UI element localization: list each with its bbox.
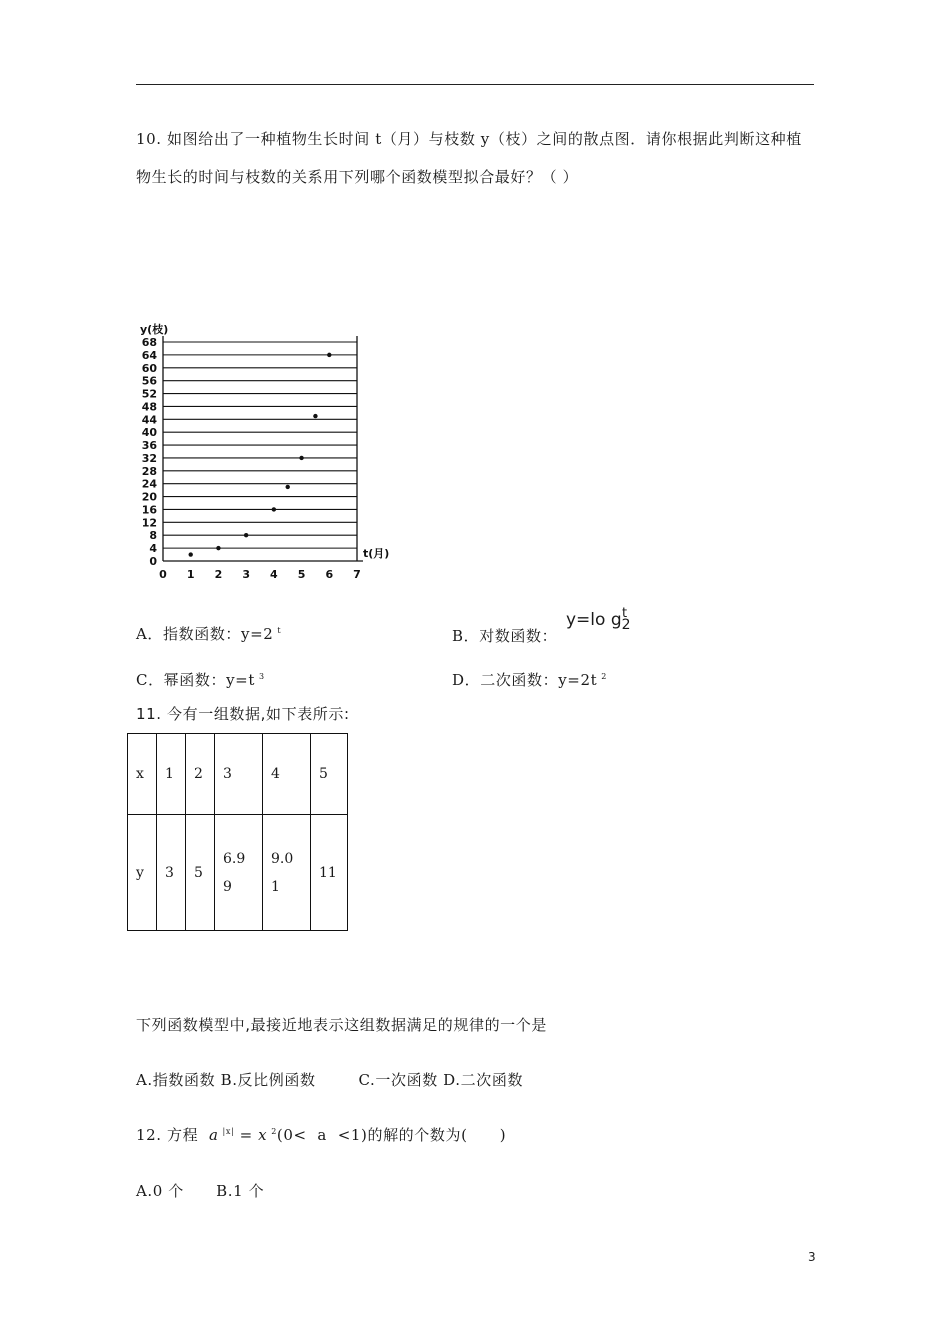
x-tick-label: 2: [214, 568, 223, 581]
header-rule: [136, 84, 814, 85]
y-tick-label: 28: [141, 464, 157, 478]
q10-option-d-exp: 2: [601, 672, 607, 681]
q10-text-line2: 物生长的时间与枝数的关系用下列哪个函数模型拟合最好？（ ）: [136, 168, 579, 186]
y-tick-label: 32: [141, 451, 157, 465]
x-tick-label: 0: [159, 568, 167, 581]
x-tick-label: 4: [270, 568, 278, 581]
table-cell: x: [128, 734, 157, 815]
table-cell: 2: [186, 734, 215, 815]
y-tick-label: 36: [141, 439, 157, 453]
x-tick-label: 6: [325, 568, 334, 581]
q10-option-c-text: C．幂函数：y=t: [136, 671, 255, 689]
table-cell: 1: [157, 734, 186, 815]
data-point: [216, 546, 220, 550]
cell-line: 9.0: [271, 850, 294, 867]
data-point: [244, 533, 248, 537]
data-point: [286, 485, 290, 489]
q10-option-b: B．对数函数：: [452, 627, 558, 645]
page-number: 3: [808, 1250, 816, 1264]
table-cell: [215, 815, 263, 931]
data-point: [272, 507, 276, 511]
x-axis-label: t(月): [363, 547, 390, 560]
y-tick-label: 64: [141, 348, 157, 362]
y-tick-label: 56: [141, 374, 157, 388]
table-row: [128, 734, 348, 815]
y-tick-label: 24: [141, 477, 157, 491]
x-tick-label: 1: [186, 568, 195, 581]
q12-eq: =: [239, 1126, 253, 1144]
table-cell: 5: [186, 815, 215, 931]
y-tick-label: 16: [141, 503, 157, 517]
formula-main: y=lo g: [566, 610, 622, 630]
y-tick-label: 60: [141, 361, 157, 375]
table-cell: [263, 815, 311, 931]
q10-option-a-exp: t: [277, 626, 282, 635]
q10-option-c-exp: 3: [258, 672, 265, 681]
q11-intro: 11. 今有一组数据,如下表所示:: [136, 705, 350, 723]
cell-line: 9: [223, 878, 232, 895]
y-tick-label: 44: [141, 413, 157, 427]
y-tick-label: 0: [149, 555, 157, 568]
q10-option-d: [452, 669, 607, 690]
q12-base: a: [208, 1126, 219, 1144]
q10-option-d-text: D．二次函数：y=2t: [452, 671, 598, 689]
q12-cond: (0< a <1)的解的个数为( ): [276, 1126, 507, 1144]
formula-sub: 2: [621, 617, 631, 633]
q12-question: [136, 1124, 506, 1145]
q12-options: A.0 个 B.1 个: [136, 1182, 265, 1200]
table-cell: 3: [215, 734, 263, 815]
y-tick-label: 68: [141, 336, 157, 349]
data-point: [189, 552, 193, 556]
table-cell: 11: [311, 815, 348, 931]
q12-exp: |x|: [222, 1127, 235, 1136]
q10-option-b-formula: [566, 606, 631, 633]
y-tick-label: 52: [141, 387, 157, 401]
q11-options: A.指数函数 B.反比例函数 C.一次函数 D.二次函数: [136, 1071, 524, 1089]
scatter-chart: [136, 318, 396, 588]
y-tick-label: 12: [141, 516, 157, 530]
x-tick-label: 5: [297, 568, 306, 581]
cell-line: 6.9: [223, 850, 246, 867]
y-axis-label: y(枝): [140, 323, 169, 336]
q10-text-line1: 10. 如图给出了一种植物生长时间 t（月）与枝数 y（枝）之间的散点图．请你根据此判断这种植: [136, 130, 802, 148]
table-row: [128, 815, 348, 931]
q12-rhs: x: [258, 1126, 268, 1144]
q12-rhs-exp: 2: [271, 1127, 277, 1136]
y-tick-label: 40: [141, 426, 157, 440]
q11-question: 下列函数模型中,最接近地表示这组数据满足的规律的一个是: [136, 1016, 547, 1034]
q10-option-c: [136, 669, 265, 690]
formula-sup: t: [622, 606, 628, 621]
data-point: [327, 353, 331, 357]
q11-data-table: [127, 733, 348, 931]
table-cell: 3: [157, 815, 186, 931]
data-point: [299, 456, 303, 460]
table-cell: y: [128, 815, 157, 931]
x-tick-label: 7: [353, 568, 361, 581]
y-tick-label: 8: [149, 529, 157, 543]
y-tick-label: 20: [141, 490, 157, 504]
q10-option-a-text: A．指数函数：y=2: [136, 625, 274, 643]
y-tick-label: 4: [149, 542, 157, 556]
cell-line: 1: [271, 878, 280, 895]
data-point: [313, 414, 317, 418]
y-tick-label: 48: [141, 400, 157, 414]
table-cell: 5: [311, 734, 348, 815]
table-cell: 4: [263, 734, 311, 815]
x-tick-label: 3: [242, 568, 250, 581]
q12-lead: 12. 方程: [136, 1126, 199, 1144]
q10-option-a: [136, 623, 281, 644]
